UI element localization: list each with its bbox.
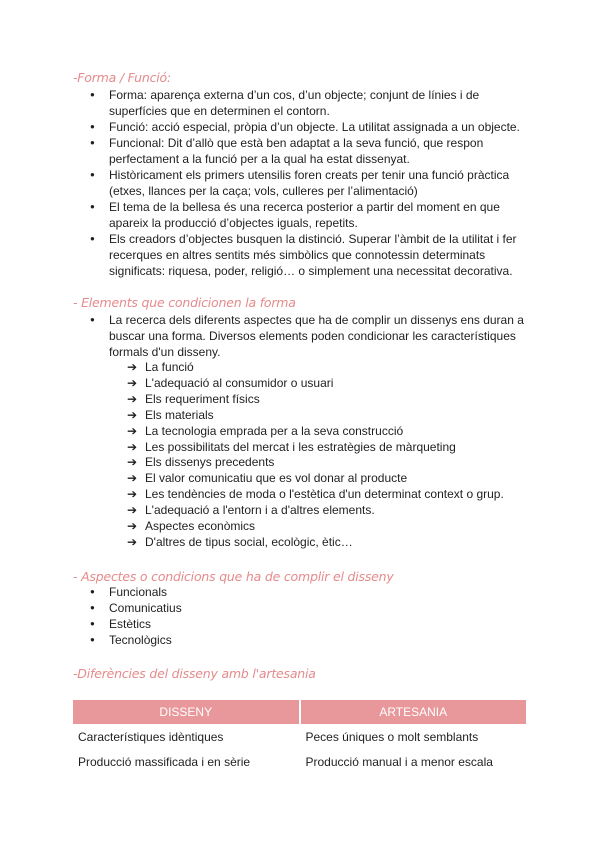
list-item: ➔ Les tendències de moda o l'estètica d'un determinat context o grup. <box>127 487 504 502</box>
table-cell: Peces úniques o molt semblants <box>305 729 479 744</box>
aspectes-list <box>90 584 530 648</box>
table-header-disseny: DISSENY <box>73 700 300 724</box>
list-item: ● El tema de la bellesa és una recerca posterior a partir del moment en que apareix la producció d’objectes iguals, repetits. <box>90 199 530 231</box>
elements-intro-list <box>90 312 530 360</box>
table-row <box>73 724 526 749</box>
list-item: ➔ El valor comunicatiu que es vol donar al producte <box>127 471 408 486</box>
list-item: ➔ Aspectes econòmics <box>127 519 256 534</box>
table-header-artesania: ARTESANIA <box>300 700 527 724</box>
list-item: ➔ L'adequació a l'entorn i a d'altres elements. <box>127 503 375 518</box>
section-heading-aspectes: - Aspectes o condicions que ha de complir el disseny <box>73 569 394 584</box>
list-item: ● Tecnològics <box>90 632 530 648</box>
list-item: ➔ La tecnologia emprada per a la seva construcció <box>127 423 404 438</box>
elements-factors-list <box>127 360 527 551</box>
list-item: ● La recerca dels diferents aspectes que ha de complir un dissenys ens duran a buscar una forma. Diversos elements poden condicionar les característiques formals d'un disseny. <box>90 312 530 360</box>
table-header-row <box>73 700 526 724</box>
table-row <box>73 749 526 774</box>
list-item: ● Comunicatius <box>90 600 530 616</box>
section-heading-diferencies: -Diferències del disseny amb l'artesania <box>73 666 316 681</box>
arrow-right-icon: ➔ <box>127 455 138 470</box>
list-item: ➔ La funció <box>127 360 194 374</box>
list-item: ➔ Els materials <box>127 407 214 422</box>
arrow-right-icon: ➔ <box>127 407 138 422</box>
list-item: ➔ D'altres de tipus social, ecològic, ètic… <box>127 534 353 549</box>
list-item: ➔ Els requeriment físics <box>127 391 260 406</box>
list-item: ● Històricament els primers utensilis foren creats per tenir una funció pràctica (etxes, llances per la caça; vols, culleres per l’alimentació) <box>90 167 530 199</box>
table-cell: Producció massificada i en sèrie <box>78 754 251 769</box>
section-heading-elements-forma: - Elements que condicionen la forma <box>73 295 296 310</box>
comparison-table <box>73 700 526 774</box>
list-item: ● Forma: aparença externa d’un cos, d’un objecte; conjunt de línies i de superfícies que en determinen el contorn. <box>90 87 530 119</box>
arrow-right-icon: ➔ <box>127 487 138 502</box>
arrow-right-icon: ➔ <box>127 503 138 518</box>
list-item: ● Els creadors d’objectes busquen la distinció. Superar l’àmbit de la utilitat i fer recerques en altres sentits més simbòlics que connotessin determinats significats: riquesa, poder, religió… o simplement una necessitat decorativa. <box>90 231 530 279</box>
arrow-right-icon: ➔ <box>127 375 138 390</box>
arrow-right-icon: ➔ <box>127 534 138 549</box>
list-item: ● Funcional: Dit d’allò que està ben adaptat a la seva funció, que respon perfectament a la funció per a la qual ha estat dissenyat. <box>90 135 530 167</box>
list-item: ● Estètics <box>90 616 530 632</box>
arrow-right-icon: ➔ <box>127 391 138 406</box>
list-item: ➔ L'adequació al consumidor o usuari <box>127 375 334 390</box>
forma-funcio-list <box>90 87 530 279</box>
table-cell: Característiques idèntiques <box>78 729 224 744</box>
arrow-right-icon: ➔ <box>127 519 138 534</box>
arrow-right-icon: ➔ <box>127 360 138 374</box>
list-item: ➔ Les possibilitats del mercat i les estratègies de màrqueting <box>127 439 456 454</box>
list-item: ➔ Els dissenys precedents <box>127 455 275 470</box>
list-item: ● Funcionals <box>90 584 530 600</box>
arrow-right-icon: ➔ <box>127 423 138 438</box>
section-heading-forma-funcio: -Forma / Funció: <box>73 70 172 85</box>
table-cell: Producció manual i a menor escala <box>305 754 493 769</box>
arrow-right-icon: ➔ <box>127 471 138 486</box>
arrow-right-icon: ➔ <box>127 439 138 454</box>
list-item: ● Funció: acció especial, pròpia d’un objecte. La utilitat assignada a un objecte. <box>90 119 530 135</box>
